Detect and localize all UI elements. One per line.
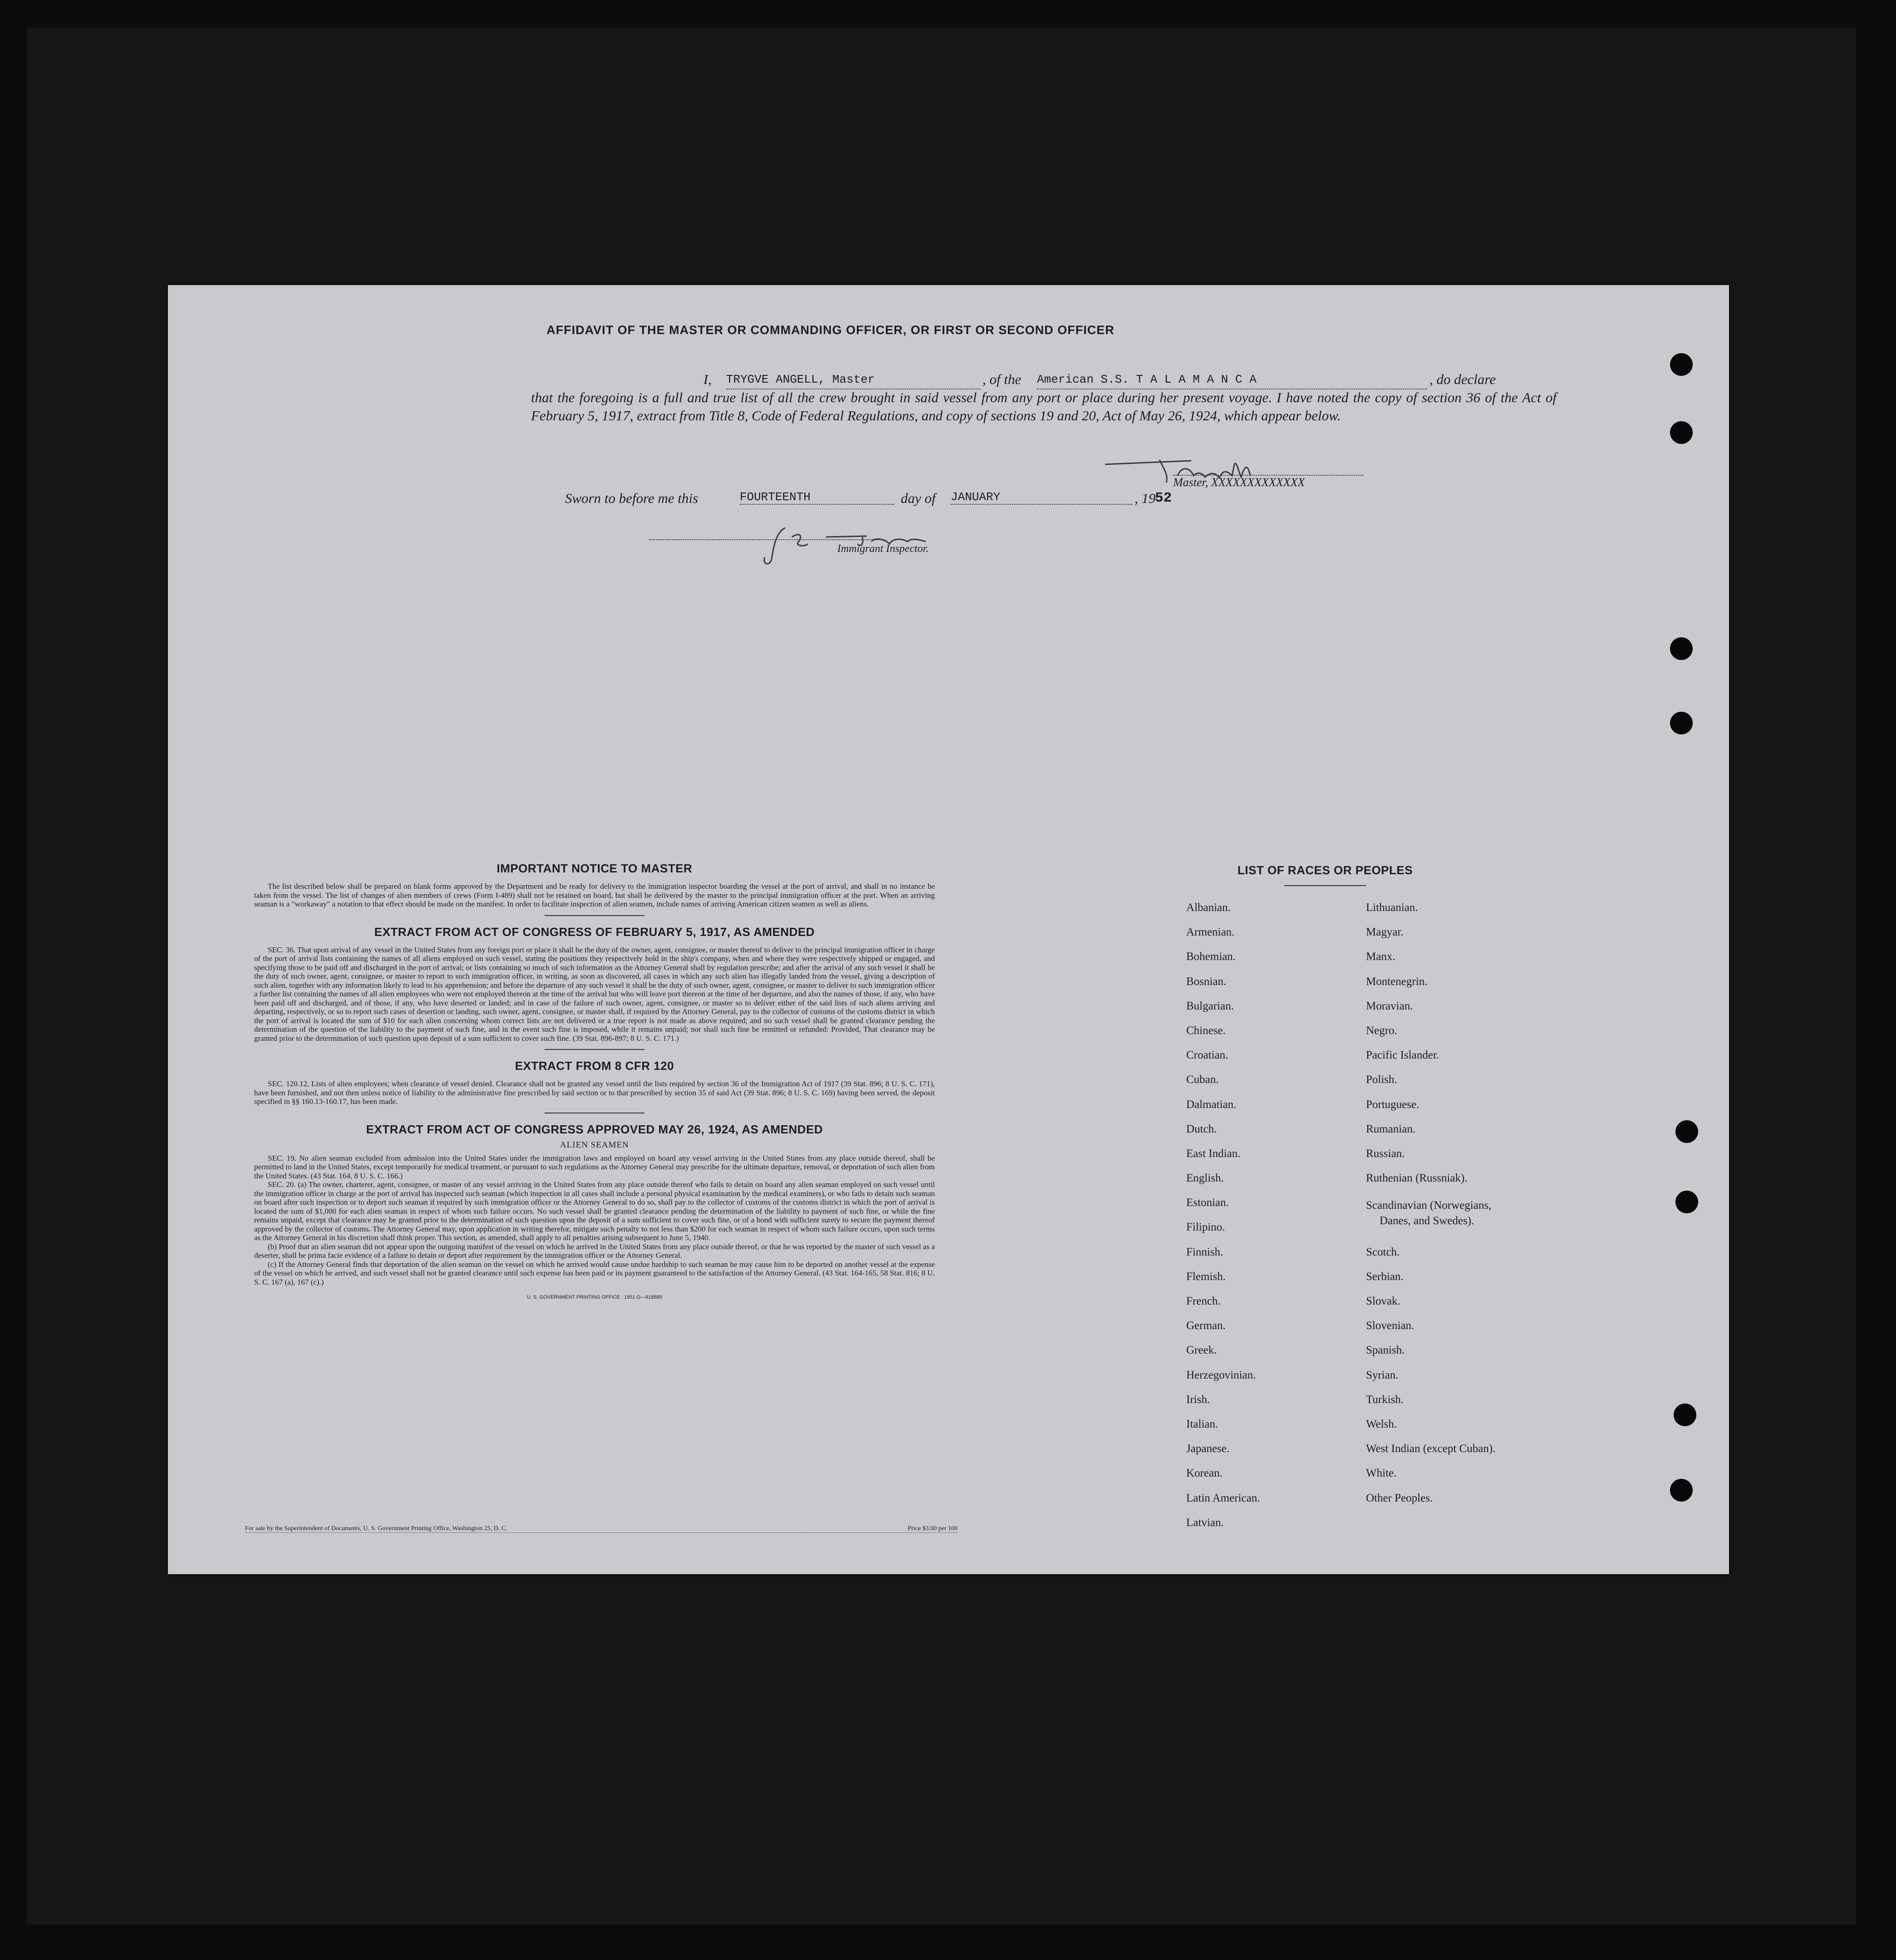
race-item: Greek. xyxy=(1186,1344,1217,1357)
race-item: Armenian. xyxy=(1186,926,1235,939)
race-item: Other Peoples. xyxy=(1366,1492,1433,1504)
race-item: Russian. xyxy=(1366,1147,1405,1160)
alien-seamen-subtitle: ALIEN SEAMEN xyxy=(560,1140,629,1150)
race-item: East Indian. xyxy=(1186,1147,1241,1160)
race-item: Irish. xyxy=(1186,1393,1210,1406)
race-item: Pacific Islander. xyxy=(1366,1049,1439,1062)
i-label: I, xyxy=(703,371,712,387)
sworn-line xyxy=(565,490,1382,508)
race-item: Rumanian. xyxy=(1366,1123,1416,1135)
race-item: Latvian. xyxy=(1186,1516,1224,1529)
punch-hole xyxy=(1670,637,1693,660)
race-item: Albanian. xyxy=(1186,901,1231,914)
master-title: Master, XXXXXXXXXXXXX xyxy=(1173,475,1364,489)
race-item: Portuguese. xyxy=(1366,1098,1420,1111)
of-the-label: , of the xyxy=(982,371,1022,387)
footer-price: Price $3.00 per 100 xyxy=(908,1525,958,1532)
race-item: Japanese. xyxy=(1186,1443,1230,1455)
race-item: German. xyxy=(1186,1320,1226,1332)
sec-20b-text: (b) Proof that an alien seaman did not appear upon the outgoing manifest of the vessel on which he arrived in the United States from any place outside thereof, or that he was reported by the master of such vessel as a deserter, shall be prima facie evidence of a failure to detain or deport after requirement by the immigration officer or the Attorney General. xyxy=(254,1242,935,1260)
notices-column xyxy=(254,862,935,1300)
master-name-field: TRYGVE ANGELL, Master xyxy=(726,370,980,389)
race-item: Ruthenian (Russniak). xyxy=(1366,1172,1468,1185)
race-item: Manx. xyxy=(1366,950,1395,963)
divider xyxy=(1284,885,1366,886)
extract-1917-text: SEC. 36. That upon arrival of any vessel in the United States from any foreign port or place it shall be the duty of the owner, agent, consignee, or master thereof to deliver to the principal immigration officer in charge of the port of arrival lists containing the names of all aliens employed on such vessel, stating the positions they respectively hold in the ship's company, when and where they were respectively shipped or engaged, and specifying those to be paid off and discharged in the port of arrival; or lists containing so much of such information as the Attorney General shall by regulation prescribe; and after the arrival of any such vessel it shall be the duty of such owner, agent, consignee, or master to report to such immigration officer, in writing, as soon as discovered, all cases in which any such alien has illegally landed from the vessel, giving a description of such alien, together with any information likely to lead to his apprehension; and before the departure of any such vessel it shall be the duty of such owner, agent, consignee, or master to deliver to such immigration officer a further list containing the names of all alien employees who were not employed thereon at the time of the arrival but who will leave port thereon at the time of her departure, and also the names of those, if any, who have been paid off and discharged, and of those, if any, who have deserted or landed; and in case of the failure of such owner, agent, consignee, or master so to deliver either of the said lists of such aliens arriving and departing, respectively, or so to report such cases of desertion or landing, such owner, agent, consignee, or master shall, if required by the Attorney General, pay to the collector of customs of the customs district in which the port of arrival is located the sum of $10 for each alien concerning whom correct lists are not delivered or a true report is not made as above required; and no such vessel shall be granted clearance pending the determination of the question of the liability to the payment of such fine, and in the event such fine is imposed, while it remains unpaid; nor shall such fine be remitted or refunded: Provided, That clearance may be granted prior to the determination of such question upon deposit of a sum sufficient to cover such fine. (39 Stat. 896-897; 8 U. S. C. 171.) xyxy=(254,945,935,1043)
sec-20a-text: SEC. 20. (a) The owner, charterer, agent, consignee, or master of any vessel arriving in the United States from any place outside thereof who fails to detain on board any alien seaman employed on such vessel until the immigration officer in charge at the port of arrival has inspected such seaman (which inspection in all cases shall include a personal physical examination by the medical examiners), or who fails to detain such seaman on board after such inspection or to deport such seaman if required by such immigration officer or the Attorney General to do so, shall pay to the collector of customs of the customs district in which the port of arrival is located the sum of $1,000 for each alien seaman in respect of whom such failure occurs. No such vessel shall be granted clearance pending the determination of the liability to payment of such fine, or while the fine remains unpaid, except that clearance may be granted prior to the determination of such question upon the deposit of a sum sufficient to cover such fine, or of a bond with sufficient surety to secure the payment thereof approved by the collector of customs. The Attorney General may, upon application in writing therefor, mitigate such penalty to not less than $200 for each seaman in respect of whom such failure occurs, upon such terms as the Attorney General in his discretion shall think proper. This section, as amended, shall apply to all penalties arising subsequent to June 5, 1940. xyxy=(254,1180,935,1242)
punch-hole xyxy=(1670,1479,1693,1502)
inspector-title: Immigrant Inspector. xyxy=(837,543,929,555)
race-item: Dutch. xyxy=(1186,1123,1217,1135)
sworn-month-field: JANUARY xyxy=(951,490,1132,505)
sec-20c-text: (c) If the Attorney General finds that deportation of the alien seaman on the vessel on which he arrived would cause undue hardship to such seaman he may cause him to be deported on another vessel at the expense of the vessel on which he arrived, and such vessel shall not be granted clearance until such expense has been paid or its payment guaranteed to the satisfaction of the Attorney General. (43 Stat. 164-165, 58 Stat. 816; 8 U. S. C. 167 (a), 167 (c).) xyxy=(254,1260,935,1286)
race-item: Syrian. xyxy=(1366,1369,1399,1381)
race-item: Korean. xyxy=(1186,1467,1223,1480)
punch-hole xyxy=(1670,353,1693,376)
race-item: Magyar. xyxy=(1366,926,1404,939)
race-item: Negro. xyxy=(1366,1024,1397,1037)
year-prefix: , 19 xyxy=(1135,490,1156,506)
race-item: Italian. xyxy=(1186,1418,1218,1430)
extract-1917-heading: EXTRACT FROM ACT OF CONGRESS OF FEBRUARY 5, 1917, AS AMENDED xyxy=(374,925,815,939)
punch-hole xyxy=(1675,1120,1698,1143)
race-item: Turkish. xyxy=(1366,1393,1404,1406)
race-item: West Indian (except Cuban). xyxy=(1366,1443,1496,1455)
race-item: Spanish. xyxy=(1366,1344,1405,1357)
race-item: Bosnian. xyxy=(1186,975,1227,988)
race-item: Estonian. xyxy=(1186,1197,1229,1209)
extract-cfr-heading: EXTRACT FROM 8 CFR 120 xyxy=(515,1059,674,1073)
notice-heading: IMPORTANT NOTICE TO MASTER xyxy=(496,862,693,875)
race-item: Finnish. xyxy=(1186,1246,1223,1258)
extract-1924-heading: EXTRACT FROM ACT OF CONGRESS APPROVED MAY 26, 1924, AS AMENDED xyxy=(366,1122,823,1136)
race-item: Scandinavian (Norwegians, xyxy=(1366,1199,1492,1212)
race-item: Bohemian. xyxy=(1186,950,1236,963)
vessel-name-field: American S.S. T A L A M A N C A xyxy=(1037,370,1427,389)
race-item: Herzegovinian. xyxy=(1186,1369,1256,1381)
race-item: Polish. xyxy=(1366,1074,1397,1086)
divider xyxy=(545,915,644,916)
race-item: Dalmatian. xyxy=(1186,1098,1237,1111)
punch-hole xyxy=(1675,1191,1698,1213)
race-item: Lithuanian. xyxy=(1366,901,1418,914)
affidavit-title: AFFIDAVIT OF THE MASTER OR COMMANDING OFFICER, OR FIRST OR SECOND OFFICER xyxy=(546,323,1115,337)
race-item: Slovenian. xyxy=(1366,1320,1415,1332)
affidavit-declaration xyxy=(531,370,1557,425)
document-page xyxy=(168,285,1729,1574)
race-item: English. xyxy=(1186,1172,1224,1185)
race-item: Scotch. xyxy=(1366,1246,1400,1258)
sworn-label: Sworn to before me this xyxy=(565,490,698,506)
divider xyxy=(545,1049,644,1050)
declaration-body: that the foregoing is a full and true list of all the crew brought in said vessel from any port or place during her present voyage. I have noted the copy of section 36 of the Act of February 5, 1917, extract from Title 8, Code of Federal Regulations, and copy of sections 19 and 20, Act of May 26, 1924, which appear below. xyxy=(531,389,1557,424)
do-declare-label: , do declare xyxy=(1429,371,1496,387)
gpo-imprint: U. S. GOVERNMENT PRINTING OFFICE : 1951 O—918889 xyxy=(526,1295,663,1300)
race-item: Moravian. xyxy=(1366,1000,1413,1012)
race-item: French. xyxy=(1186,1295,1221,1307)
race-item: Montenegrin. xyxy=(1366,975,1428,988)
race-item: Serbian. xyxy=(1366,1270,1404,1283)
race-item: Chinese. xyxy=(1186,1024,1226,1037)
races-left-list xyxy=(1186,901,1350,1541)
inspector-line xyxy=(649,539,885,540)
race-item: Welsh. xyxy=(1366,1418,1397,1430)
race-item: Cuban. xyxy=(1186,1074,1219,1086)
race-item: Bulgarian. xyxy=(1186,1000,1234,1012)
footer-line xyxy=(245,1525,958,1533)
sec-19-text: SEC. 19. No alien seaman excluded from admission into the United States under the immigration laws and employed on board any vessel arriving in the United States from any place outside thereof, shall be permitted to land in the United States, except temporarily for medical treatment, or pursuant to such regulations as the Attorney General may prescribe for the ultimate departure, removal, or deportation of such alien from the United States. (43 Stat. 164, 8 U. S. C. 166.) xyxy=(254,1153,935,1180)
race-item: Slovak. xyxy=(1366,1295,1400,1308)
extract-cfr-text: SEC. 120.12. Lists of alien employees; when clearance of vessel denied. Clearance shall not be granted any vessel until the lists required by section 36 of the Immigration Act of 1917 (39 Stat. 896; 8 U. S. C. 171), have been furnished, and not then unless notice of liability to the administrative fine prescribed by said section or to that prescribed by section 35 of said Act (39 Stat. 896; 8 U. S. C. 169) having been served, the deposit specified in §§ 160.13-160.17, has been made. xyxy=(254,1079,935,1106)
punch-hole xyxy=(1670,712,1693,734)
sworn-day-field: FOURTEENTH xyxy=(740,490,894,505)
race-item: White. xyxy=(1366,1467,1397,1480)
races-right-list xyxy=(1366,901,1602,1517)
punch-hole xyxy=(1670,421,1693,444)
notice-text: The list described below shall be prepared on blank forms approved by the Department and be ready for delivery to the immigration inspector boarding the vessel at the port of arrival, and shall in no instance be taken from the vessel. The list of changes of alien members of crews (Form I-489) shall not be retained on board, but shall be delivered by the master to the principal immigration officer at the port. When an arriving seaman is a "workaway" a notation to that effect should be made on the manifest. In order to facilitate inspection of alien seamen, include names of arriving American citizen seamen as well as aliens. xyxy=(254,882,935,908)
footer-sale-text: For sale by the Superintendent of Documents, U. S. Government Printing Office, Washington 25, D. C. xyxy=(245,1525,507,1532)
race-item: Filipino. xyxy=(1186,1221,1225,1234)
sworn-year-field: 52 xyxy=(1155,490,1172,506)
races-heading: LIST OF RACES OR PEOPLES xyxy=(1237,863,1413,877)
day-of-label: day of xyxy=(901,490,936,506)
race-item: Latin American. xyxy=(1186,1492,1260,1504)
race-item: Flemish. xyxy=(1186,1270,1226,1283)
race-item: Croatian. xyxy=(1186,1049,1228,1062)
punch-hole xyxy=(1674,1404,1696,1426)
race-item: Danes, and Swedes). xyxy=(1380,1215,1474,1227)
